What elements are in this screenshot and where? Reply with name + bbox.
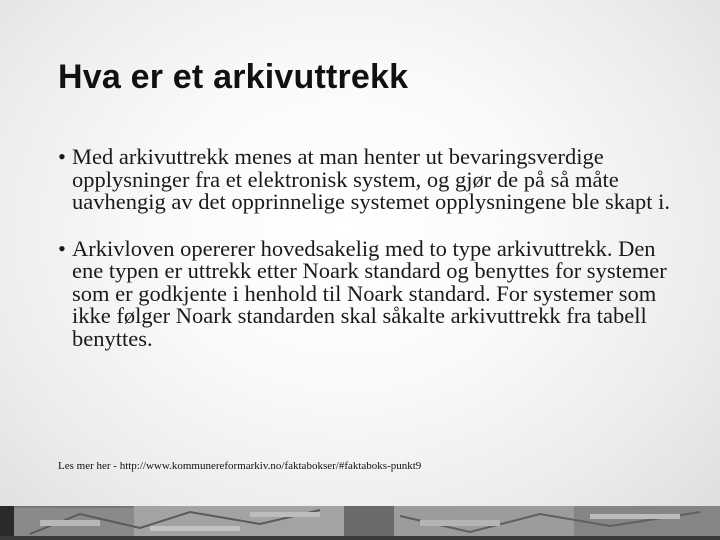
bullet-marker: • <box>58 144 66 169</box>
slide-title: Hva er et arkivuttrekk <box>58 58 409 96</box>
bullet-item <box>58 235 678 351</box>
bullet-item <box>58 146 678 214</box>
bullet-text: Arkivloven opererer hovedsakelig med to type arkivuttrekk. Den ene typen er uttrekk etter Noark standard og benyttes for systemer som er godkjente i henhold til Noark standard. For systemer som ikke følger Noark standarden skal såkalte arkivuttrekk fra tabell benyttes. <box>72 235 667 351</box>
bullet-list <box>58 146 678 374</box>
decorative-photo-strip <box>0 506 720 540</box>
bullet-marker: • <box>58 235 66 261</box>
bullet-text: Med arkivuttrekk menes at man henter ut bevaringsverdige opplysninger fra et elektronisk system, og gjør de på så måte uavhengig av det opprinnelige systemet opplysningene ble skapt i. <box>72 144 670 214</box>
archive-punchcard-image <box>0 506 720 540</box>
source-link-note: Les mer her - http://www.kommunereformarkiv.no/faktabokser/#faktaboks-punkt9 <box>58 460 422 472</box>
